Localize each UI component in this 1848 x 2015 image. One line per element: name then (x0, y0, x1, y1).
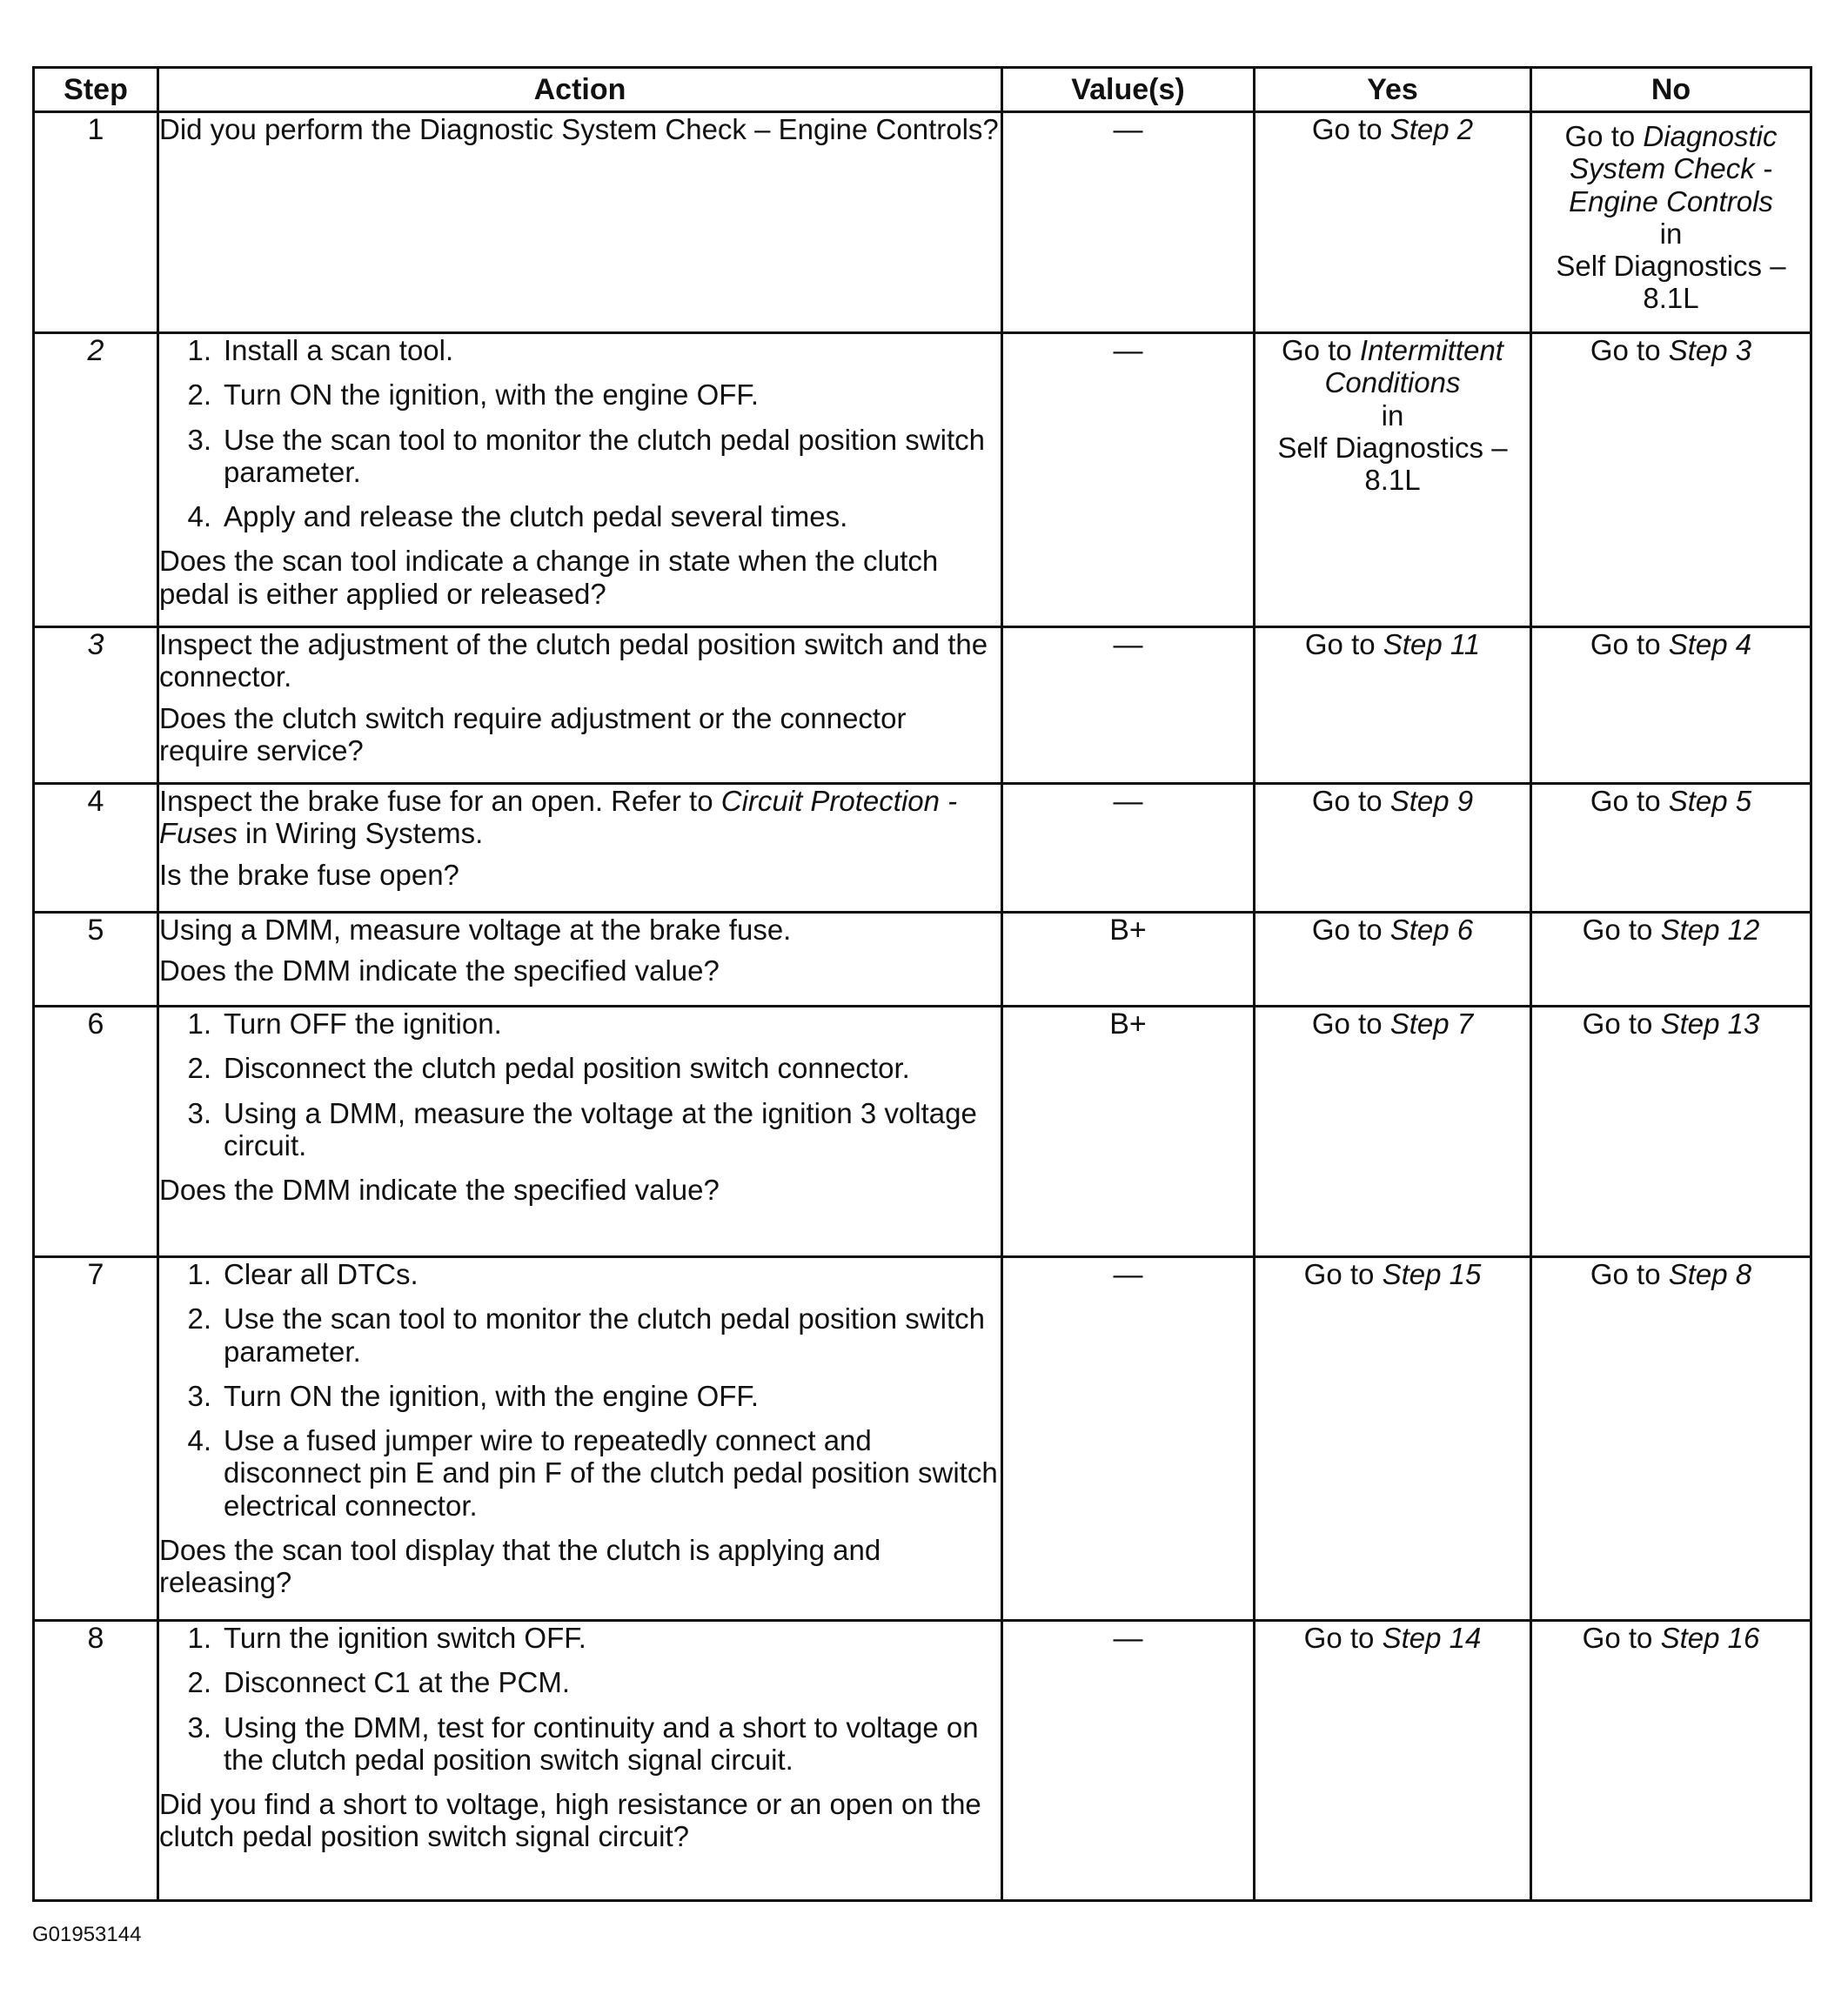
value-cell: — (1002, 1621, 1255, 1901)
no-link[interactable]: Step 13 (1660, 1008, 1760, 1040)
value-cell: B+ (1002, 913, 1255, 1007)
yes-link[interactable]: Step 6 (1389, 914, 1474, 946)
action-text: Using a DMM, measure voltage at the brake fuse. (159, 914, 792, 946)
yes-cell (1255, 1621, 1531, 1901)
value-cell: B+ (1002, 1007, 1255, 1257)
header-no: No (1531, 68, 1811, 112)
action-cell (158, 784, 1002, 913)
diagnostic-table (32, 66, 1812, 1902)
table-row (34, 112, 1811, 333)
yes-cell (1255, 784, 1531, 913)
value-cell: — (1002, 784, 1255, 913)
yes-link[interactable]: Step 7 (1389, 1008, 1474, 1040)
action-step: 2. Disconnect C1 at the PCM. (187, 1666, 570, 1699)
action-cell (158, 913, 1002, 1007)
yes-link[interactable]: Step 2 (1389, 113, 1474, 145)
header-yes: Yes (1255, 68, 1531, 112)
yes-link[interactable]: Step 14 (1382, 1622, 1482, 1654)
action-cell (158, 1257, 1002, 1621)
action-question: Does the scan tool display that the clutch is applying and releasing? (159, 1533, 881, 1599)
yes-link[interactable]: Step 9 (1389, 785, 1474, 817)
step-number: 4 (34, 784, 158, 913)
no-prefix: Go to (1582, 914, 1661, 946)
action-step: 1. Turn the ignition switch OFF. (187, 1622, 586, 1654)
yes-prefix: Go to (1311, 785, 1390, 817)
no-prefix: Go to (1590, 1258, 1669, 1290)
action-step: 2. Disconnect the clutch pedal position switch connector. (187, 1052, 910, 1085)
reference-link[interactable]: Circuit Protection - Fuses (159, 785, 958, 850)
action-question: Does the scan tool indicate a change in state when the clutch pedal is either applied or released? (159, 545, 939, 610)
yes-cell (1255, 913, 1531, 1007)
yes-link[interactable]: Step 11 (1383, 628, 1481, 660)
no-link[interactable]: Diagnostic System Check - Engine Controls (1569, 120, 1778, 218)
action-steps (159, 1622, 1001, 1776)
no-cell (1531, 112, 1811, 333)
no-link[interactable]: Step 16 (1660, 1622, 1760, 1654)
action-cell (158, 627, 1002, 784)
no-link[interactable]: Step 5 (1668, 785, 1752, 817)
table-row (34, 1007, 1811, 1257)
table-row (34, 627, 1811, 784)
no-link[interactable]: Step 3 (1668, 334, 1752, 366)
action-steps (159, 1258, 1001, 1522)
step-number: 1 (34, 112, 158, 333)
yes-cell (1255, 1257, 1531, 1621)
no-cell (1531, 1621, 1811, 1901)
yes-prefix: Go to (1311, 113, 1390, 145)
yes-cell (1255, 333, 1531, 627)
step-number: 3 (34, 627, 158, 784)
header-action: Action (158, 68, 1002, 112)
no-cell (1531, 333, 1811, 627)
value-cell: — (1002, 627, 1255, 784)
action-question: Is the brake fuse open? (159, 858, 459, 891)
no-prefix: Go to (1590, 334, 1669, 366)
yes-prefix: Go to (1304, 628, 1383, 660)
action-step: 1. Turn OFF the ignition. (187, 1008, 502, 1040)
action-question: Did you find a short to voltage, high resistance or an open on the clutch pedal position switch signal circuit? (159, 1788, 981, 1853)
step-number: 2 (34, 333, 158, 627)
value-cell: — (1002, 112, 1255, 333)
step-number: 7 (34, 1257, 158, 1621)
action-steps (159, 1008, 1001, 1161)
action-step: 2. Use the scan tool to monitor the clutch pedal position switch parameter. (187, 1302, 985, 1368)
no-in: in (1659, 217, 1683, 250)
yes-prefix: Go to (1303, 1258, 1383, 1290)
action-step: 3. Using a DMM, measure the voltage at the ignition 3 voltage circuit. (187, 1096, 977, 1161)
no-prefix: Go to (1590, 785, 1669, 817)
table-row (34, 784, 1811, 913)
header-row (34, 68, 1811, 112)
action-cell (158, 333, 1002, 627)
no-link[interactable]: Step 12 (1660, 914, 1760, 946)
table-row (34, 913, 1811, 1007)
no-prefix: Go to (1582, 1622, 1661, 1654)
action-step: 3. Use the scan tool to monitor the clutch pedal position switch parameter. (187, 423, 985, 488)
yes-prefix: Go to (1303, 1622, 1383, 1654)
value-cell: — (1002, 1257, 1255, 1621)
action-step: 4. Apply and release the clutch pedal several times. (187, 500, 848, 533)
action-text: Inspect the adjustment of the clutch pedal position switch and the connector. (159, 628, 988, 693)
header-values: Value(s) (1002, 68, 1255, 112)
action-step: 1. Clear all DTCs. (187, 1258, 418, 1290)
action-question: Does the DMM indicate the specified value? (159, 1174, 720, 1207)
no-cell (1531, 627, 1811, 784)
no-prefix: Go to (1582, 1008, 1661, 1040)
action-cell (158, 112, 1002, 333)
yes-prefix: Go to (1311, 1008, 1390, 1040)
table-row (34, 1621, 1811, 1901)
action-cell (158, 1621, 1002, 1901)
no-cell (1531, 1257, 1811, 1621)
no-link[interactable]: Step 8 (1668, 1258, 1752, 1290)
header-step: Step (34, 68, 158, 112)
step-number: 6 (34, 1007, 158, 1257)
yes-link[interactable]: Step 15 (1382, 1258, 1482, 1290)
no-prefix: Go to (1564, 120, 1644, 152)
yes-prefix: Go to (1282, 334, 1360, 366)
action-step: 2. Turn ON the ignition, with the engine OFF. (187, 378, 760, 412)
no-prefix: Go to (1590, 628, 1669, 660)
no-cell (1531, 784, 1811, 913)
no-link[interactable]: Step 4 (1668, 628, 1752, 660)
value-cell: — (1002, 333, 1255, 627)
action-step: 4. Use a fused jumper wire to repeatedly connect and disconnect pin E and pin F of the clutch pedal position switch electrical connector. (187, 1424, 998, 1522)
action-steps (159, 334, 1001, 532)
step-number: 5 (34, 913, 158, 1007)
no-section: Self Diagnostics – 8.1L (1556, 250, 1786, 315)
yes-prefix: Go to (1311, 914, 1390, 946)
action-text: Inspect the brake fuse for an open. Refer to Circuit Protection - Fuses in Wiring Systems. (159, 785, 958, 850)
step-number: 8 (34, 1621, 158, 1901)
figure-id: G01953144 (32, 1923, 142, 1946)
action-question: Does the DMM indicate the specified value? (159, 954, 720, 987)
action-text: Did you perform the Diagnostic System Check – Engine Controls? (159, 113, 999, 145)
table-row (34, 333, 1811, 627)
action-step: 3. Using the DMM, test for continuity and a short to voltage on the clutch pedal position switch signal circuit. (187, 1710, 979, 1776)
action-cell (158, 1007, 1002, 1257)
no-cell (1531, 1007, 1811, 1257)
yes-cell (1255, 112, 1531, 333)
yes-cell (1255, 1007, 1531, 1257)
yes-section: Self Diagnostics – 8.1L (1277, 431, 1508, 497)
action-step: 1. Install a scan tool. (187, 334, 454, 366)
yes-link[interactable]: Intermittent Conditions (1324, 334, 1503, 399)
table-row (34, 1257, 1811, 1621)
action-question: Does the clutch switch require adjustment or the connector require service? (159, 701, 907, 767)
action-step: 3. Turn ON the ignition, with the engine OFF. (187, 1379, 760, 1412)
no-cell (1531, 913, 1811, 1007)
yes-in: in (1381, 398, 1404, 432)
yes-cell (1255, 627, 1531, 784)
